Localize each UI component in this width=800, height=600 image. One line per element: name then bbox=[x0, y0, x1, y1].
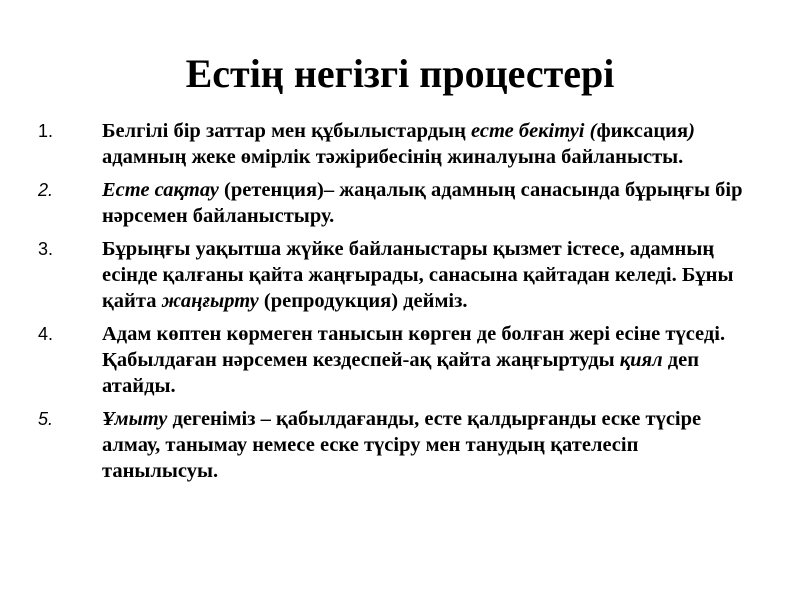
text-segment: (репродукция) дейміз. bbox=[258, 290, 468, 312]
list-item bbox=[38, 177, 758, 229]
text-segment: дегеніміз – қабылдағанды, есте қалдырғанды еске түсіре алмау, танымау немесе еске түсіру мен танудың қателесіп танылысуы. bbox=[102, 408, 702, 482]
list-item-number: 4. bbox=[38, 324, 54, 344]
list-item bbox=[38, 321, 758, 399]
italic-term: қиял bbox=[619, 349, 663, 371]
slide-title: Естің негізгі процестері bbox=[185, 51, 615, 96]
text-segment: Бұрыңғы уақытша жүйке байланыстары қызмет істесе, адамның есінде қалғаны қайта жаңғырады, санасына қайтадан келеді. Бұны қайта bbox=[102, 238, 734, 312]
italic-term: Ұмыту bbox=[102, 408, 168, 430]
list-item-number: 3. bbox=[38, 239, 54, 259]
list-item-number: 2. bbox=[38, 180, 54, 200]
list-item-text bbox=[102, 177, 758, 229]
italic-term: есте бекітуі ( bbox=[471, 120, 597, 142]
list-item bbox=[38, 118, 758, 170]
italic-term: ) bbox=[688, 120, 695, 142]
text-segment: деп атайды. bbox=[102, 349, 700, 397]
italic-term: жаңғырту bbox=[161, 290, 259, 312]
list-item bbox=[38, 236, 758, 314]
text-segment: Адам көптен көрмеген танысын көрген де болған жері есіне түседі. Қабылдаған нәрсемен кездеспей-ақ қайта жаңғыртуды bbox=[102, 323, 726, 371]
text-segment: (ретенция)– жаңалық адамның санасында бұрыңғы бір нәрсемен байланыстыру. bbox=[102, 179, 743, 227]
list-item-text bbox=[102, 118, 758, 170]
text-segment: Белгілі бір заттар мен құбылыстардың bbox=[102, 120, 472, 142]
list-item-text bbox=[102, 406, 758, 484]
italic-term: Есте сақтау bbox=[102, 179, 219, 201]
list-item-text bbox=[102, 321, 758, 399]
text-segment: фиксация bbox=[596, 120, 689, 142]
numbered-list bbox=[38, 118, 758, 491]
list-item bbox=[38, 406, 758, 484]
list-item-number: 1. bbox=[38, 121, 54, 141]
list-item-number: 5. bbox=[38, 409, 54, 429]
list-item-text bbox=[102, 236, 758, 314]
text-segment: адамның жеке өмірлік тәжірибесінің жиналуына байланысты. bbox=[102, 146, 684, 168]
